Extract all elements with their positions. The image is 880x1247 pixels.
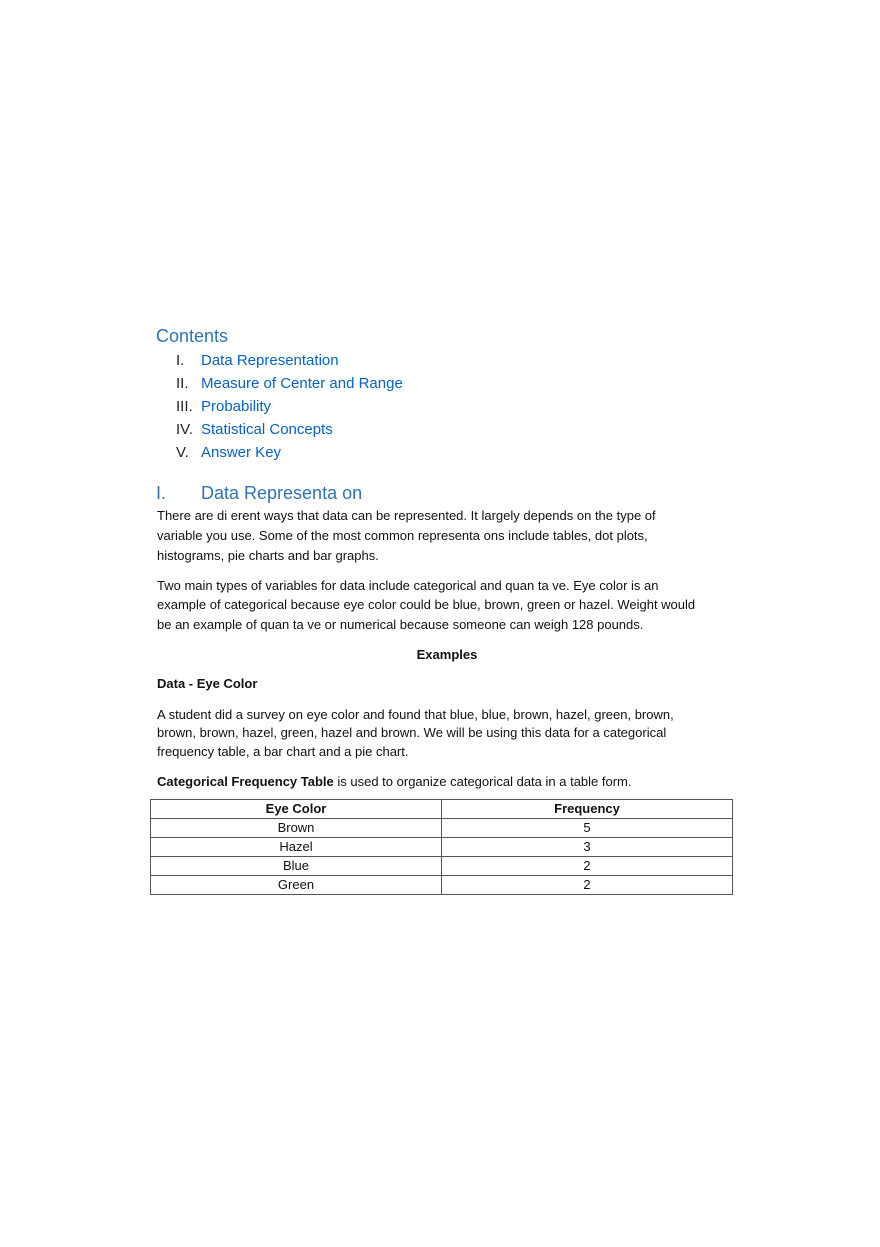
table-row xyxy=(151,857,733,876)
toc-number: II. xyxy=(176,375,189,392)
paragraph-line: brown, brown, hazel, green, hazel and brown. We will be using this data for a categorical xyxy=(157,725,667,740)
table-intro-term: Categorical Frequency Table xyxy=(157,774,334,789)
section-title: Data Representa on xyxy=(201,483,363,503)
cell-eye-color: Blue xyxy=(151,857,442,876)
cell-eye-color: Brown xyxy=(151,819,442,838)
toc-item-statistical-concepts[interactable] xyxy=(176,421,333,438)
cell-eye-color: Green xyxy=(151,876,442,895)
table-intro-text: is used to organize categorical data in a table form. xyxy=(333,774,632,789)
column-header-frequency: Frequency xyxy=(442,800,733,819)
column-header-eye-color: Eye Color xyxy=(151,800,442,819)
toc-link[interactable]: Data Representation xyxy=(201,352,339,369)
cell-frequency: 3 xyxy=(442,838,733,857)
table-row xyxy=(151,819,733,838)
toc-number: V. xyxy=(176,444,189,461)
toc-item-data-representation[interactable] xyxy=(176,352,339,369)
frequency-table xyxy=(150,799,733,895)
cell-frequency: 2 xyxy=(442,857,733,876)
data-heading: Data - Eye Color xyxy=(157,676,258,691)
table-intro xyxy=(157,773,632,791)
cell-eye-color: Hazel xyxy=(151,838,442,857)
paragraph-line: example of categorical because eye color could be blue, brown, green or hazel. Weight would xyxy=(157,597,696,612)
cell-frequency: 2 xyxy=(442,876,733,895)
contents-title: Contents xyxy=(156,326,229,346)
table-header-row xyxy=(151,800,733,819)
table-row xyxy=(151,838,733,857)
paragraph-line: variable you use. Some of the most common representa ons include tables, dot plots, xyxy=(157,528,648,543)
toc-item-measure-of-center[interactable] xyxy=(176,375,403,392)
paragraph-line: There are di erent ways that data can be represented. It largely depends on the type of xyxy=(157,508,656,523)
toc-link[interactable]: Statistical Concepts xyxy=(201,421,333,438)
toc-link[interactable]: Measure of Center and Range xyxy=(201,375,403,392)
examples-heading: Examples xyxy=(416,647,478,662)
toc-link[interactable]: Answer Key xyxy=(201,444,282,461)
paragraph-line: histograms, pie charts and bar graphs. xyxy=(157,548,379,563)
paragraph-line: frequency table, a bar chart and a pie chart. xyxy=(157,744,409,759)
section-number: I. xyxy=(156,483,167,503)
toc-number: I. xyxy=(176,352,185,369)
toc-item-probability[interactable] xyxy=(176,398,271,415)
paragraph-line: be an example of quan ta ve or numerical because someone can weigh 128 pounds. xyxy=(157,617,644,632)
toc-item-answer-key[interactable] xyxy=(176,444,281,461)
toc-link[interactable]: Probability xyxy=(201,398,272,415)
cell-frequency: 5 xyxy=(442,819,733,838)
toc-number: III. xyxy=(176,398,193,415)
toc-number: IV. xyxy=(176,421,193,438)
table-row xyxy=(151,876,733,895)
paragraph-line: A student did a survey on eye color and found that blue, blue, brown, hazel, green, brown, xyxy=(157,707,674,722)
paragraph-line: Two main types of variables for data include categorical and quan ta ve. Eye color is an xyxy=(157,578,659,593)
section-heading xyxy=(156,483,362,504)
